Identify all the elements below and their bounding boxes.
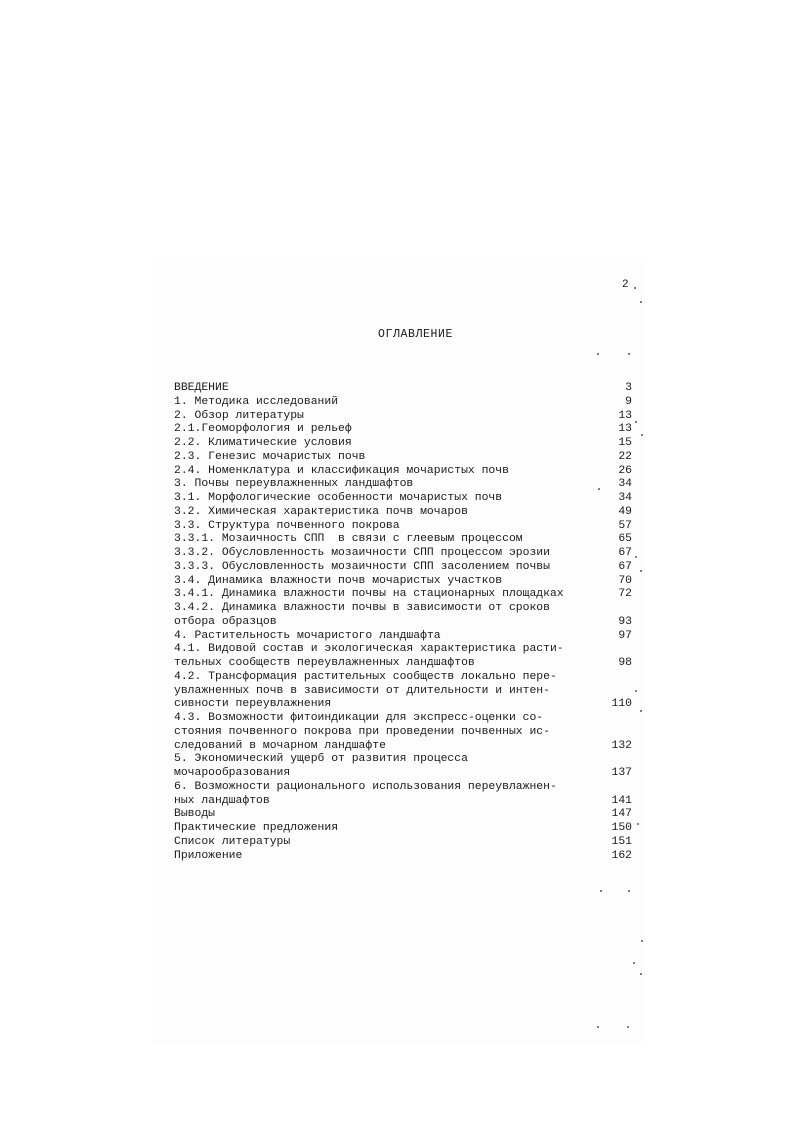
toc-entry-title: [174, 712, 592, 753]
toc-entry-line: 3.1. Морфологические особенности мочаристых почв: [174, 492, 503, 504]
toc-entry-title: [174, 451, 592, 465]
toc-entry: [174, 410, 632, 424]
scan-speck: [600, 890, 602, 892]
toc-entry: [174, 602, 632, 630]
toc-entry-title: [174, 753, 592, 781]
toc-entry-line: 2.2. Климатические условия: [174, 437, 352, 449]
toc-entry-page: 132: [611, 739, 632, 752]
toc-entry-line: 3.3.1. Мозаичность СПП в связи с глеевым процессом: [174, 533, 523, 546]
toc-entry: [174, 437, 632, 451]
toc-entry-title: [174, 781, 592, 809]
toc-entry-line: 2.4. Номенклатура и классификация мочаристых почв: [174, 464, 509, 477]
toc-entry-page: 67: [618, 547, 632, 559]
toc-entry-title: [174, 547, 592, 561]
toc-entry-title: [174, 561, 592, 575]
scan-speck: [634, 287, 636, 289]
toc-entry-title: [174, 808, 592, 822]
toc-entry-line: 4.3. Возможности фитоиндикации для экспресс-оценки со-: [174, 712, 544, 724]
toc-entry: [174, 671, 632, 712]
toc-entry-page: 34: [618, 478, 632, 491]
toc-entry-page: 98: [618, 657, 632, 669]
scan-speck: [635, 556, 637, 558]
toc-entry: [174, 588, 632, 602]
toc-entry-page: 141: [611, 794, 632, 807]
toc-entry-line: отбора образцов: [174, 615, 277, 628]
toc-entry: [174, 850, 632, 864]
toc-entry-title: [174, 465, 592, 479]
scan-speck: [635, 690, 637, 692]
toc-entry-page: 72: [618, 588, 632, 601]
scan-speck: [628, 890, 630, 892]
table-of-contents: [174, 382, 632, 863]
scan-speck: [640, 973, 642, 975]
scan-speck: [640, 710, 642, 712]
toc-entry-title: [174, 423, 592, 437]
toc-entry: [174, 478, 632, 492]
scan-speck: [640, 570, 642, 572]
toc-entry-line: 3.2. Химическая характеристика почв мочаров: [174, 505, 468, 518]
toc-entry-page: 49: [618, 505, 632, 518]
toc-entry-line: ных ландшафтов: [174, 794, 270, 807]
toc-entry: [174, 465, 632, 479]
toc-entry: [174, 712, 632, 753]
toc-entry-page: 57: [618, 519, 632, 532]
toc-entry-line: увлажненных почв в зависимости от длительности и интен-: [174, 684, 550, 697]
toc-entry-page: 15: [618, 437, 632, 449]
toc-entry-title: [174, 396, 592, 410]
toc-entry-page: 137: [611, 767, 632, 779]
toc-entry: [174, 396, 632, 410]
toc-entry-title: [174, 410, 592, 424]
toc-entry-line: 3.4. Динамика влажности почв мочаристых участков: [174, 574, 503, 587]
toc-entry-title: [174, 492, 592, 506]
toc-entry: [174, 451, 632, 465]
toc-entry-line: 3.4.2. Динамика влажности почвы в зависимости от сроков: [174, 602, 550, 614]
toc-entry: [174, 630, 632, 644]
scan-speck: [635, 421, 637, 423]
toc-entry: [174, 781, 632, 809]
scan-speck: [637, 823, 639, 825]
toc-entry-page: 13: [618, 409, 632, 422]
scan-speck: [597, 353, 599, 355]
toc-entry-line: 2. Обзор литературы: [174, 409, 304, 422]
toc-entry: [174, 561, 632, 575]
scan-speck: [597, 1026, 599, 1028]
toc-entry-page: 26: [618, 464, 632, 477]
toc-entry-page: 97: [618, 629, 632, 642]
toc-entry-title: [174, 506, 592, 520]
toc-entry-title: [174, 478, 592, 492]
toc-entry-line: 3.3.2. Обусловленность мозаичности СПП процессом эрозии: [174, 547, 550, 559]
toc-entry-line: Приложение: [174, 849, 243, 862]
toc-entry-page: 150: [611, 822, 632, 834]
toc-entry-line: 3.3.3. Обусловленность мозаичности СПП засолением почвы: [174, 560, 550, 573]
toc-entry-line: 4. Растительность мочаристого ландшафта: [174, 629, 441, 642]
toc-entry-line: 3.4.1. Динамика влажности почвы на стационарных площадках: [174, 588, 564, 601]
toc-entry-line: мочарообразования: [174, 767, 291, 779]
toc-entry-page: 70: [618, 574, 632, 587]
toc-entry-page: 34: [618, 492, 632, 504]
toc-entry-page: 13: [618, 423, 632, 436]
scan-speck: [628, 353, 630, 355]
toc-entry-title: [174, 533, 592, 547]
toc-entry: [174, 808, 632, 822]
toc-entry: [174, 520, 632, 534]
toc-entry-title: [174, 630, 592, 644]
toc-entry-page: 162: [611, 849, 632, 862]
toc-entry-line: тельных сообществ переувлажненных ландшафтов: [174, 657, 475, 669]
toc-entry-title: [174, 643, 592, 671]
toc-entry-line: ВВЕДЕНИЕ: [174, 382, 229, 394]
scan-speck: [598, 488, 600, 490]
toc-entry-page: 67: [618, 560, 632, 573]
toc-entry-line: Выводы: [174, 808, 216, 821]
toc-entry-line: 6. Возможности рационального использования переувлажнен-: [174, 780, 557, 793]
toc-entry-page: 110: [611, 698, 632, 711]
toc-entry: [174, 382, 632, 396]
toc-entry-title: [174, 588, 592, 602]
toc-entry-page: 147: [611, 808, 632, 821]
toc-entry-line: 4.1. Видовой состав и экологическая характеристика расти-: [174, 643, 564, 656]
toc-entry-line: 5. Экономический ущерб от развития процесса: [174, 753, 468, 766]
toc-entry: [174, 506, 632, 520]
toc-entry-page: 151: [611, 835, 632, 848]
toc-entry-title: [174, 602, 592, 630]
toc-entry-title: [174, 850, 592, 864]
scan-speck: [641, 434, 643, 436]
toc-entry-line: Список литературы: [174, 835, 291, 848]
toc-entry: [174, 533, 632, 547]
toc-entry: [174, 822, 632, 836]
toc-entry-line: 2.3. Генезис мочаристых почв: [174, 450, 366, 463]
toc-entry: [174, 575, 632, 589]
scan-speck: [640, 301, 642, 303]
toc-entry-title: [174, 575, 592, 589]
toc-entry-title: [174, 520, 592, 534]
scan-speck: [633, 962, 635, 964]
toc-entry-line: следований в мочарном ландшафте: [174, 739, 386, 752]
toc-entry-title: [174, 836, 592, 850]
toc-entry-line: 2.1.Геоморфология и рельеф: [174, 423, 352, 436]
toc-entry-line: 1. Методика исследований: [174, 395, 339, 408]
toc-entry: [174, 753, 632, 781]
toc-entry-page: 65: [618, 533, 632, 546]
toc-entry-line: 3.3. Структура почвенного покрова: [174, 519, 400, 532]
toc-entry-line: стояния почвенного покрова при проведении почвенных ис-: [174, 725, 550, 738]
toc-entry-line: сивности переувлажнения: [174, 698, 332, 711]
toc-entry-page: 3: [625, 382, 632, 394]
toc-entry: [174, 423, 632, 437]
toc-entry-title: [174, 671, 592, 712]
toc-entry-line: 3. Почвы переувлажненных ландшафтов: [174, 478, 414, 491]
toc-entry-title: [174, 822, 592, 836]
toc-entry: [174, 836, 632, 850]
toc-entry-line: Практические предложения: [174, 822, 339, 834]
toc-entry: [174, 547, 632, 561]
toc-entry-page: 22: [618, 450, 632, 463]
toc-entry: [174, 492, 632, 506]
toc-entry-title: [174, 382, 592, 396]
scan-speck: [641, 940, 643, 942]
toc-entry-page: 9: [625, 395, 632, 408]
page-title: ОГЛАВЛЕНИЕ: [378, 328, 454, 341]
page-number: 2: [622, 279, 630, 291]
toc-entry-page: 93: [618, 615, 632, 628]
scan-speck: [627, 1026, 629, 1028]
toc-entry: [174, 643, 632, 671]
toc-entry-line: 4.2. Трансформация растительных сообществ локально пере-: [174, 670, 557, 683]
toc-entry-title: [174, 437, 592, 451]
